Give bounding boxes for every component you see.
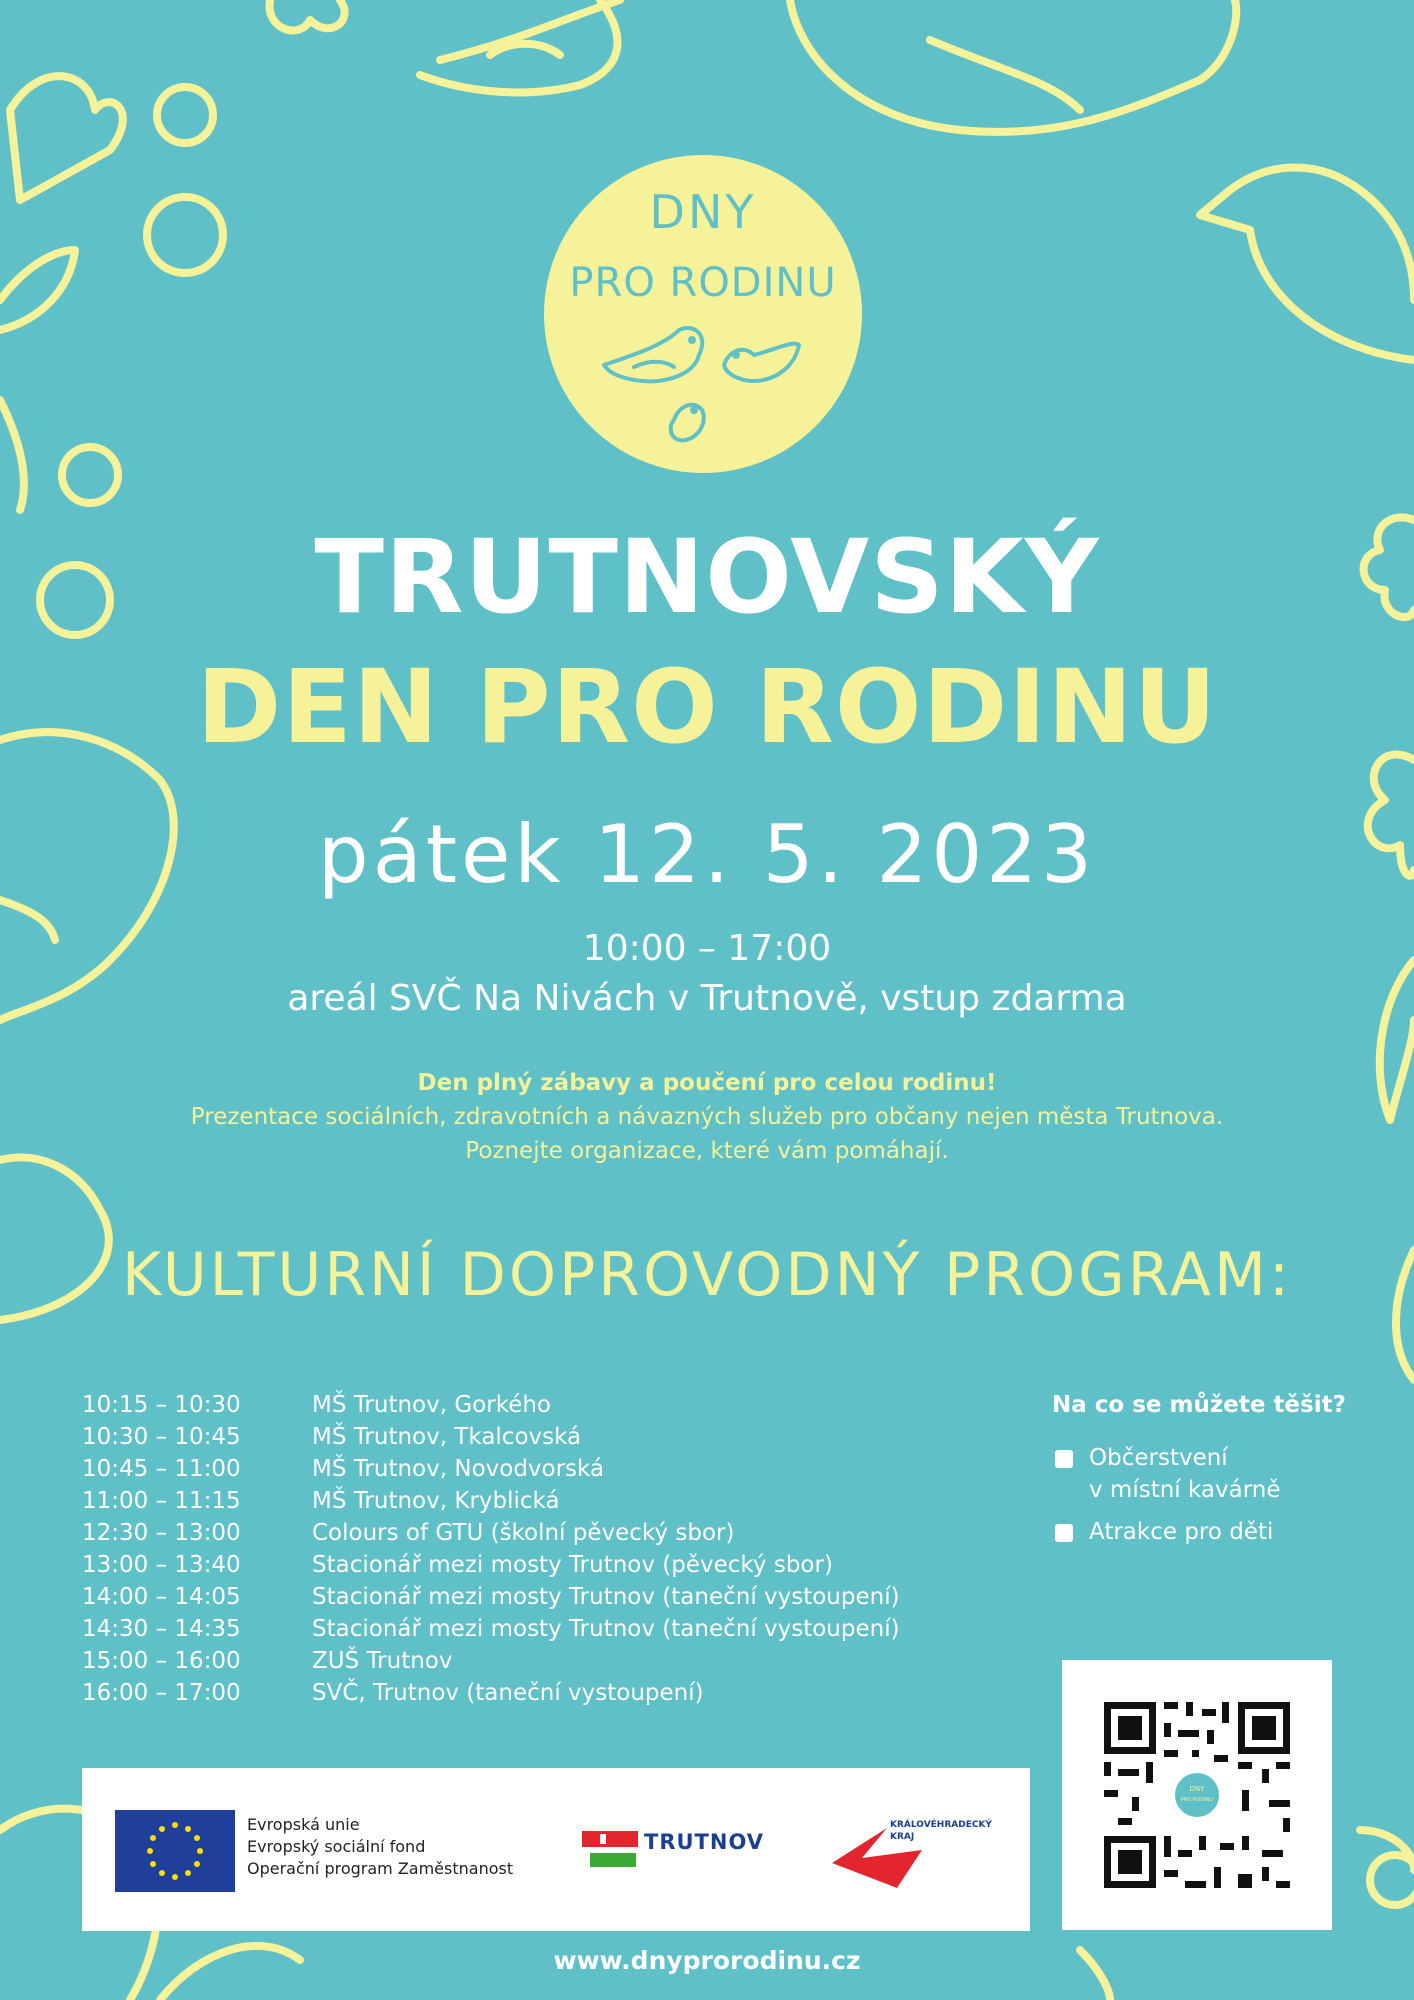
item-time: 16:00 – 17:00 (82, 1680, 241, 1706)
trutnov-logo-icon (582, 1831, 642, 1877)
list-item (82, 1680, 900, 1712)
item-name: MŠ Trutnov, Tkalcovská (312, 1424, 582, 1450)
eu-text (247, 1814, 513, 1880)
item-time: 13:00 – 13:40 (82, 1552, 241, 1578)
event-logo (544, 155, 862, 473)
website-link[interactable]: www.dnyprorodinu.cz (553, 1946, 861, 1975)
title-line-2: DEN PRO RODINU (196, 648, 1218, 767)
circle-icon (157, 87, 213, 143)
region-line: KRAJ (890, 1832, 915, 1842)
bird-icon (790, 0, 1236, 132)
qr-code[interactable] (1062, 1660, 1332, 1930)
trutnov-logo-text: TRUTNOV (644, 1830, 764, 1854)
item-time: 11:00 – 11:15 (82, 1488, 241, 1514)
title-line-1: TRUTNOVSKÝ (314, 518, 1100, 637)
checkbox-icon (1055, 1450, 1073, 1468)
eu-line: Operační program Zaměstnanost (247, 1859, 514, 1878)
heart-icon (10, 76, 123, 200)
event-place: areál SVČ Na Nivách v Trutnově, vstup zdarma (287, 978, 1127, 1019)
logo-title: DNY (649, 185, 757, 239)
intro-line: Prezentace sociálních, zdravotních a návazných služeb pro občany nejen města Trutnova. (190, 1104, 1224, 1130)
item-time: 10:15 – 10:30 (82, 1392, 241, 1418)
list-item (82, 1488, 900, 1520)
item-name: MŠ Trutnov, Gorkého (312, 1392, 552, 1418)
bird-icon (1200, 168, 1414, 361)
item-time: 10:45 – 11:00 (82, 1456, 241, 1482)
item-time: 15:00 – 16:00 (82, 1648, 241, 1674)
eu-line: Evropská unie (247, 1815, 360, 1834)
list-item (82, 1456, 900, 1488)
checkbox-icon (1055, 1524, 1073, 1542)
item-name: Colours of GTU (školní pěvecký sbor) (312, 1520, 735, 1546)
highlight-item (1055, 1442, 1281, 1506)
item-name: Stacionář mezi mosty Trutnov (taneční vystoupení) (312, 1616, 900, 1642)
list-item (82, 1584, 900, 1616)
highlight-item (1055, 1516, 1273, 1548)
highlight-line: v místní kavárně (1089, 1477, 1281, 1503)
list-item (82, 1392, 900, 1424)
item-time: 14:30 – 14:35 (82, 1616, 241, 1642)
sponsor-bar (82, 1768, 1030, 1931)
item-name: MŠ Trutnov, Novodvorská (312, 1456, 605, 1482)
item-time: 10:30 – 10:45 (82, 1424, 241, 1450)
item-time: 14:00 – 14:05 (82, 1584, 241, 1610)
list-item (82, 1424, 900, 1456)
intro-headline: Den plný zábavy a poučení pro celou rodinu! (417, 1070, 997, 1096)
item-name: ZUŠ Trutnov (312, 1648, 453, 1674)
flower-icon (270, 0, 345, 30)
list-item (82, 1648, 900, 1680)
logo-subtitle: PRO RODINU (569, 260, 837, 306)
qr-code-icon (1062, 1660, 1332, 1930)
highlight-line: Občerstvení (1089, 1445, 1228, 1471)
program-heading: KULTURNÍ DOPROVODNÝ PROGRAM: (121, 1240, 1293, 1310)
eu-line: Evropský sociální fond (247, 1837, 426, 1856)
region-line: KRÁLOVÉHRADECKÝ (890, 1820, 992, 1830)
region-logo-text (890, 1819, 1000, 1843)
highlight-text: Atrakce pro děti (1089, 1519, 1274, 1545)
list-item (82, 1520, 900, 1552)
event-date: pátek 12. 5. 2023 (317, 808, 1097, 901)
leaf-icon (0, 250, 75, 330)
highlight-text (1089, 1442, 1281, 1506)
item-time: 12:30 – 13:00 (82, 1520, 241, 1546)
program-schedule (82, 1392, 900, 1712)
highlights-title: Na co se můžete těšit? (1052, 1392, 1346, 1418)
event-time: 10:00 – 17:00 (582, 928, 832, 969)
intro-line: Poznejte organizace, které vám pomáhají. (465, 1138, 949, 1164)
qr-label: PRO RODINU (1180, 1797, 1214, 1803)
eu-flag-icon (115, 1810, 235, 1892)
list-item (82, 1552, 900, 1584)
qr-label: DNY (1189, 1785, 1205, 1793)
item-name: MŠ Trutnov, Kryblická (312, 1488, 560, 1514)
item-name: Stacionář mezi mosty Trutnov (taneční vystoupení) (312, 1584, 900, 1610)
item-name: Stacionář mezi mosty Trutnov (pěvecký sbor) (312, 1552, 833, 1578)
list-item (82, 1616, 900, 1648)
circle-icon (147, 197, 223, 273)
birds-icon (594, 325, 814, 455)
intro-text (0, 1066, 1414, 1168)
item-name: SVČ, Trutnov (taneční vystoupení) (312, 1680, 704, 1706)
circle-icon (62, 447, 118, 503)
